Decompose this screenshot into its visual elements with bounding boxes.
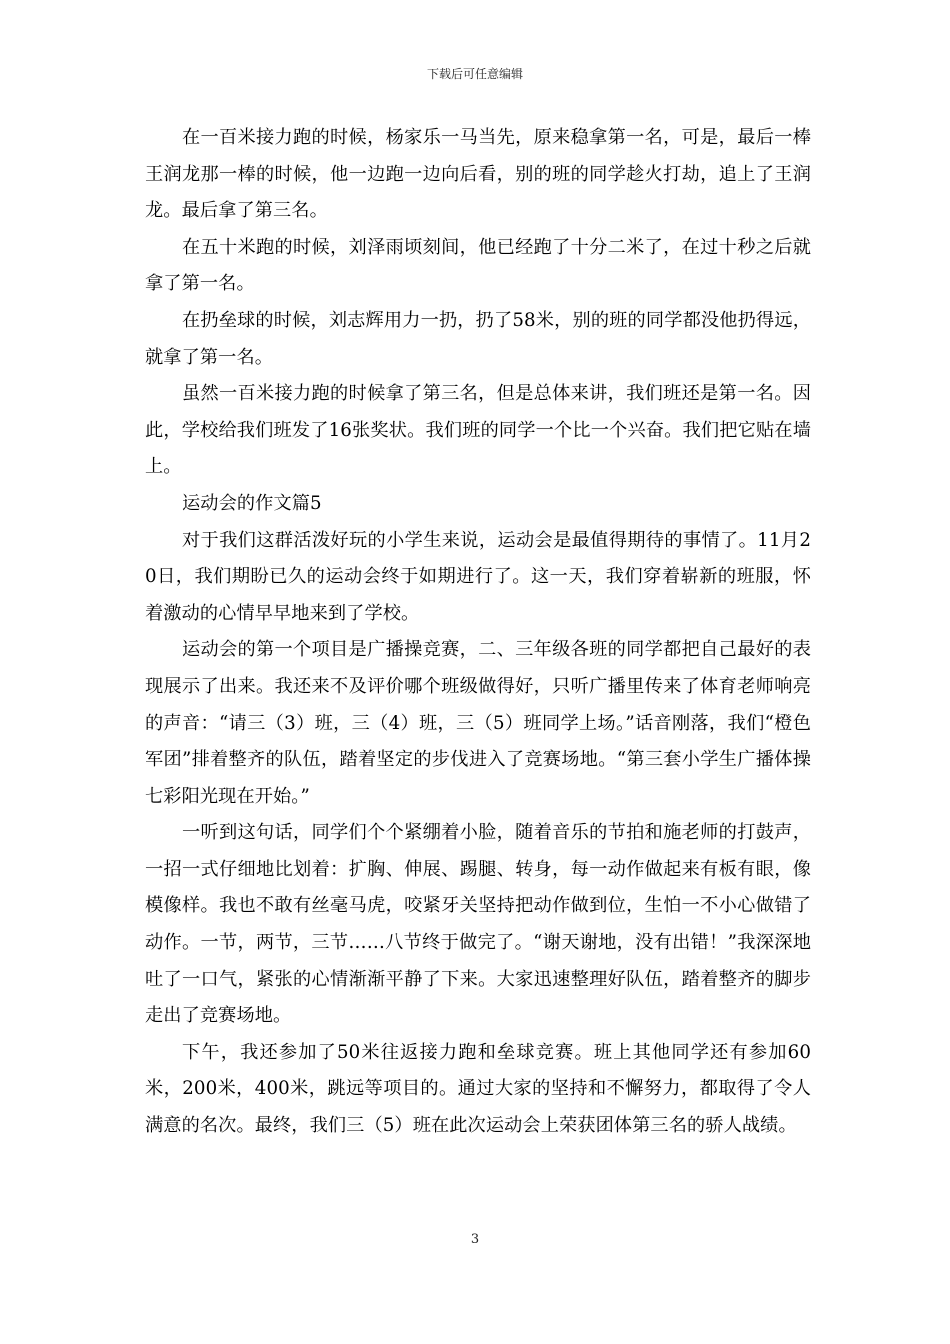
section-title: 运动会的作文篇5 (182, 492, 322, 514)
document-body (145, 120, 811, 1145)
page-header: 下载后可任意编辑 (426, 67, 523, 81)
paragraph-relay-race: 在一百米接力跑的时候，杨家乐一马当先，原来稳拿第一名，可是，最后一棒王润龙那一棒的时候，他一边跑一边向后看，别的班的同学趁火打劫，追上了王润龙。最后拿了第三名。 (145, 127, 811, 222)
paragraph-performance: 一听到这句话，同学们个个紧绷着小脸，随着音乐的节拍和施老师的打鼓声，一招一式仔细地比划着：扩胸、伸展、踢腿、转身，每一动作做起来有板有眼，像模像样。我也不敢有丝毫马虎，咬紧牙关坚持把动作做到位，生怕一不小心做错了动作。一节，两节，三节……八节终于做完了。“谢天谢地，没有出错！”我深深地吐了一口气，紧张的心情渐渐平静了下来。大家迅速整理好队伍，踏着整齐的脚步走出了竞赛场地。 (145, 822, 811, 1027)
paragraph-awards: 虽然一百米接力跑的时候拿了第三名，但是总体来讲，我们班还是第一名。因此，学校给我们班发了16张奖状。我们班的同学一个比一个兴奋。我们把它贴在墙上。 (145, 383, 811, 478)
paragraph-fifty-meter: 在五十米跑的时候，刘泽雨顷刻间，他已经跑了十分二米了，在过十秒之后就拿了第一名。 (145, 236, 811, 295)
paragraph-broadcast-exercise: 运动会的第一个项目是广播操竞赛，二、三年级各班的同学都把自己最好的表现展示了出来。我还来不及评价哪个班级做得好，只听广播里传来了体育老师响亮的声音：“请三（3）班，三（4）班，三（5）班同学上场。”话音刚落，我们“橙色军团”排着整齐的队伍，踏着坚定的步伐进入了竞赛场地。“第三套小学生广播体操七彩阳光现在开始。” (145, 639, 811, 807)
page-number: 3 (470, 1232, 480, 1247)
paragraph-softball-throw: 在扔垒球的时候，刘志辉用力一扔，扔了58米，别的班的同学都没他扔得远，就拿了第一名。 (145, 309, 811, 368)
paragraph-intro: 对于我们这群活泼好玩的小学生来说，运动会是最值得期待的事情了。11月20日，我们期盼已久的运动会终于如期进行了。这一天，我们穿着崭新的班服，怀着激动的心情早早地来到了学校。 (145, 529, 811, 624)
paragraph-afternoon: 下午，我还参加了50米往返接力跑和垒球竞赛。班上其他同学还有参加60米，200米，400米，跳远等项目的。通过大家的坚持和不懈努力，都取得了令人满意的名次。最终，我们三（5）班在此次运动会上荣获团体第三名的骄人战绩。 (145, 1041, 811, 1137)
